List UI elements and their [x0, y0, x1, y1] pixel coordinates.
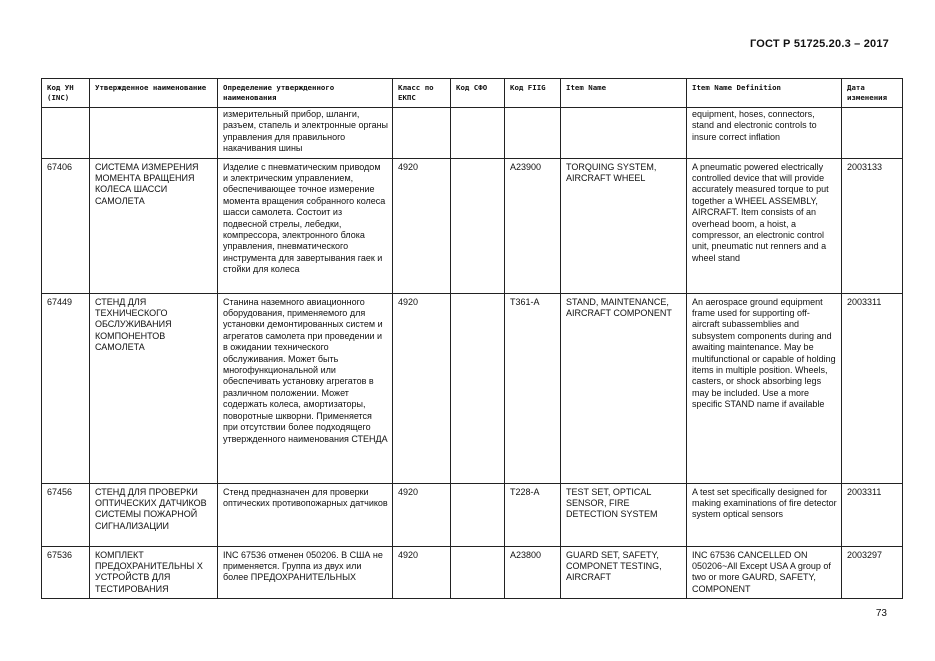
cell-ekps-class: 4920	[393, 158, 451, 293]
cell-fiig-code: A23900	[505, 158, 561, 293]
cell-ekps-class: 4920	[393, 293, 451, 483]
table-row	[42, 546, 903, 599]
cell-item-name: TORQUING SYSTEM, AIRCRAFT WHEEL	[561, 158, 687, 293]
cell-fiig-code: A23800	[505, 546, 561, 599]
table-row	[42, 293, 903, 483]
cell-ekps-class: 4920	[393, 483, 451, 546]
cell-inc: 67406	[42, 158, 90, 293]
cell-fiig-code: T228-A	[505, 483, 561, 546]
cell-inc: 67456	[42, 483, 90, 546]
cell-sfo-code	[451, 108, 505, 159]
cell-definition: INC 67536 отменен 050206. В США не применяется. Группа из двух или более ПРЕДОХРАНИТЕЛЬНЫХ	[218, 546, 393, 599]
cell-item-name: STAND, MAINTENANCE, AIRCRAFT COMPONENT	[561, 293, 687, 483]
cell-change-date: 2003311	[842, 483, 903, 546]
column-header-inc: Код УН (INC)	[42, 79, 90, 108]
cell-approved-name	[90, 108, 218, 159]
item-name-registry-table	[41, 78, 903, 599]
cell-sfo-code	[451, 483, 505, 546]
cell-item-name: TEST SET, OPTICAL SENSOR, FIRE DETECTION SYSTEM	[561, 483, 687, 546]
column-header-item-name: Item Name	[561, 79, 687, 108]
page-number: 73	[875, 608, 887, 619]
table-header-row	[42, 79, 903, 108]
column-header-approved-name: Утвержденное наименование	[90, 79, 218, 108]
table-row	[42, 108, 903, 159]
cell-item-name: GUARD SET, SAFETY, COMPONET TESTING, AIRCRAFT	[561, 546, 687, 599]
column-header-change-date: Дата изменения	[842, 79, 903, 108]
cell-inc: 67449	[42, 293, 90, 483]
cell-item-definition: equipment, hoses, connectors, stand and electronic controls to insure correct inflation	[687, 108, 842, 159]
cell-item-definition: A test set specifically designed for making examinations of fire detector system optical sensors	[687, 483, 842, 546]
cell-fiig-code: T361-A	[505, 293, 561, 483]
column-header-definition: Определение утвержденного наименования	[218, 79, 393, 108]
column-header-item-definition: Item Name Definition	[687, 79, 842, 108]
table-row	[42, 158, 903, 293]
cell-ekps-class: 4920	[393, 546, 451, 599]
cell-definition: Изделие с пневматическим приводом и электрическим управлением, обеспечивающее точное измерение момента вращения собранного колеса шасси самолета. Состоит из подвесной стрелы, лебедки, компрессора, электронного блока управления, пневматического инструмента для завертывания гаек и стойки для колеса	[218, 158, 393, 293]
cell-definition: измерительный прибор, шланги, разъем, стапель и электронные органы управления для правильного накачивания шины	[218, 108, 393, 159]
cell-approved-name: СИСТЕМА ИЗМЕРЕНИЯ МОМЕНТА ВРАЩЕНИЯ КОЛЕСА ШАССИ САМОЛЕТА	[90, 158, 218, 293]
cell-sfo-code	[451, 158, 505, 293]
cell-sfo-code	[451, 546, 505, 599]
cell-fiig-code	[505, 108, 561, 159]
cell-change-date: 2003133	[842, 158, 903, 293]
standard-designation: ГОСТ Р 51725.20.3 – 2017	[749, 38, 889, 50]
column-header-ekps-class: Класс по ЕКПС	[393, 79, 451, 108]
column-header-fiig-code: Код FIIG	[505, 79, 561, 108]
table-row	[42, 483, 903, 546]
cell-change-date	[842, 108, 903, 159]
cell-change-date: 2003311	[842, 293, 903, 483]
column-header-sfo-code: Код СФО	[451, 79, 505, 108]
cell-definition: Стенд предназначен для проверки оптических противопожарных датчиков	[218, 483, 393, 546]
cell-sfo-code	[451, 293, 505, 483]
cell-inc: 67536	[42, 546, 90, 599]
cell-item-definition: An aerospace ground equipment frame used for supporting off-aircraft subassemblies and subsystem components during and awaiting maintenance. May be multifunctional or capable of holding items in multiple position. Wheels, casters, or shock absorbing legs may be included. Use a more specific STAND name if available	[687, 293, 842, 483]
cell-ekps-class	[393, 108, 451, 159]
cell-change-date: 2003297	[842, 546, 903, 599]
cell-approved-name: КОМПЛЕКТ ПРЕДОХРАНИТЕЛЬНЫ Х УСТРОЙСТВ ДЛЯ ТЕСТИРОВАНИЯ	[90, 546, 218, 599]
cell-item-name	[561, 108, 687, 159]
cell-item-definition: INC 67536 CANCELLED ON 050206~All Except USA A group of two or more GAURD, SAFETY, COMPONENT	[687, 546, 842, 599]
cell-approved-name: СТЕНД ДЛЯ ТЕХНИЧЕСКОГО ОБСЛУЖИВАНИЯ КОМПОНЕНТОВ САМОЛЕТА	[90, 293, 218, 483]
cell-approved-name: СТЕНД ДЛЯ ПРОВЕРКИ ОПТИЧЕСКИХ ДАТЧИКОВ СИСТЕМЫ ПОЖАРНОЙ СИГНАЛИЗАЦИИ	[90, 483, 218, 546]
cell-item-definition: A pneumatic powered electrically controlled device that will provide accurately measured torque to put together a WHEEL ASSEMBLY, AIRCRAFT. Item consists of an overhead boom, a hoist, a compressor, an electronic control unit, pneumatic nut renners and a wheel stand	[687, 158, 842, 293]
cell-inc	[42, 108, 90, 159]
cell-definition: Станина наземного авиационного оборудования, применяемого для установки демонтированных систем и агрегатов самолета при проведении и в ожидании технического обслуживания. Может быть многофункциональной или обеспечивать установку агрегатов в различном положении. Может содержать колеса, амортизаторы, поворотные шкворни. Применяется при отсутствии более подходящего утвержденного наименования СТЕНДА	[218, 293, 393, 483]
